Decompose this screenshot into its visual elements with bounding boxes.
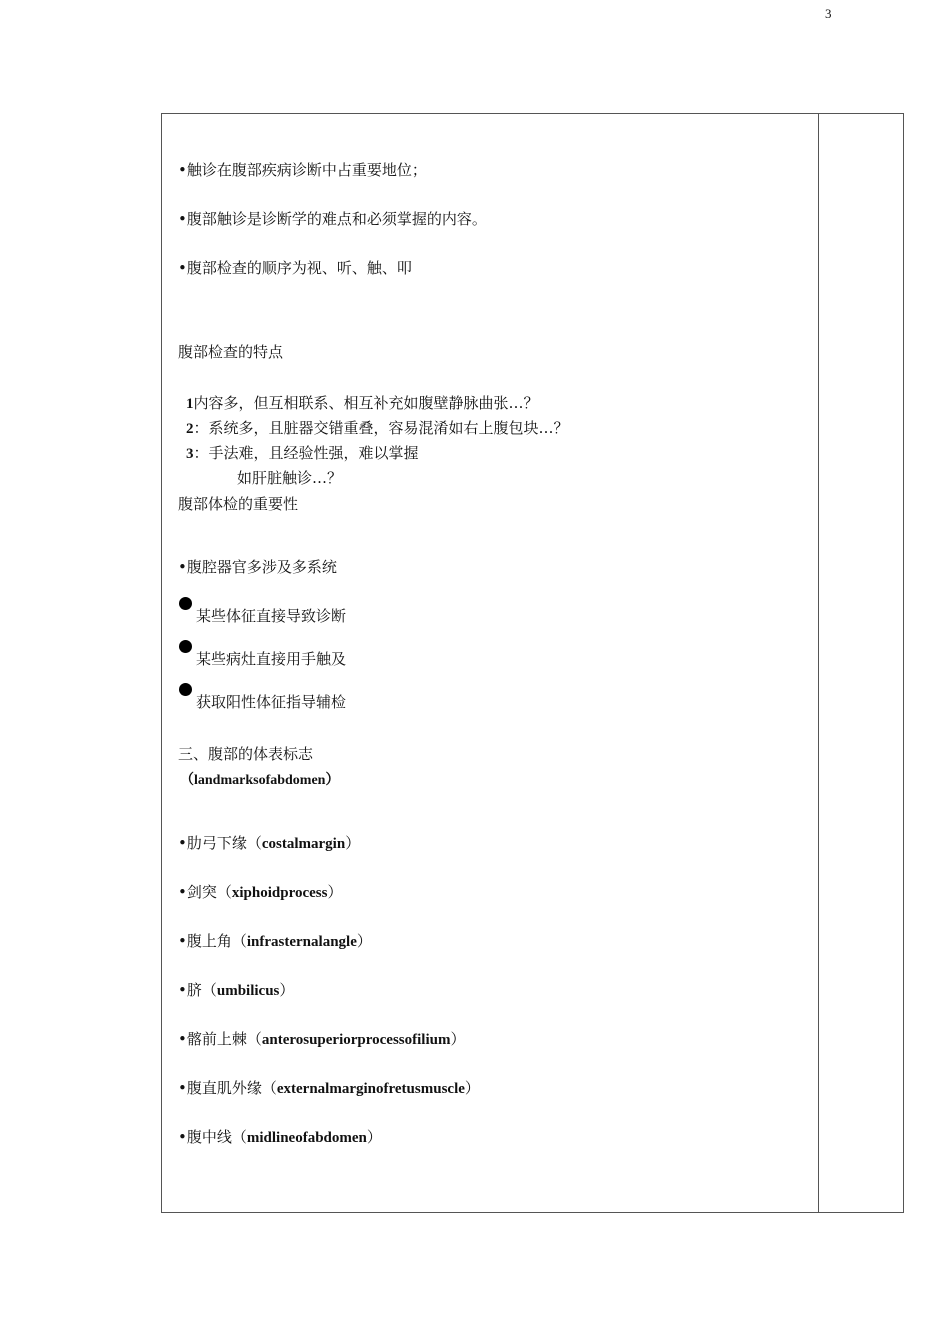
importance-dot-item-3: 获取阳性体征指导辅检	[196, 693, 347, 711]
importance-bullet: •腹腔器官多涉及多系统	[178, 558, 337, 576]
landmark-item: •髂前上棘（anterosuperiorprocessofilium）	[178, 1030, 466, 1048]
bullet-intro-3: •腹部检查的顺序为视、听、触、叩	[178, 259, 412, 277]
landmark-item: •腹中线（midlineofabdomen）	[178, 1128, 382, 1146]
feature-text: 内容多，但互相联系、相互补充如腹壁静脉曲张…？	[193, 394, 539, 412]
feature-number: 3	[186, 446, 194, 462]
landmark-item: •肋弓下缘（costalmargin）	[178, 834, 361, 852]
landmark-item: •剑突（xiphoidprocess）	[178, 883, 343, 901]
importance-heading: 腹部体检的重要性	[178, 495, 299, 513]
bullet-dot-icon	[179, 640, 192, 653]
feature-text: ：手法难，且经验性强，难以掌握	[193, 444, 419, 462]
features-heading: 腹部检查的特点	[178, 343, 284, 361]
feature-continuation: 如肝脏触诊…？	[237, 469, 343, 487]
feature-number: 1	[186, 396, 194, 412]
feature-item-3	[186, 443, 419, 464]
page-number: 3	[825, 6, 832, 21]
landmark-item: •腹上角（infrasternalangle）	[178, 932, 372, 950]
landmarks-heading-en: （landmarksofabdomen）	[180, 773, 340, 788]
importance-dot-item-1: 某些体征直接导致诊断	[196, 607, 347, 625]
feature-item-2	[186, 418, 569, 439]
importance-dot-item-2: 某些病灶直接用手触及	[196, 650, 347, 668]
table-column-divider	[818, 113, 819, 1213]
feature-text: ：系统多，且脏器交错重叠，容易混淆如右上腹包块…？	[193, 419, 569, 437]
landmark-item: •腹直肌外缘（externalmarginofretusmuscle）	[178, 1079, 480, 1097]
landmark-item: •脐（umbilicus）	[178, 981, 295, 999]
bullet-dot-icon	[179, 597, 192, 610]
feature-number: 2	[186, 421, 194, 437]
bullet-dot-icon	[179, 683, 192, 696]
bullet-intro-2: •腹部触诊是诊断学的难点和必须掌握的内容。	[178, 210, 487, 228]
landmarks-heading: 三、腹部的体表标志	[178, 745, 314, 763]
bullet-intro-1: •触诊在腹部疾病诊断中占重要地位；	[178, 161, 427, 179]
feature-item-1	[186, 393, 539, 414]
